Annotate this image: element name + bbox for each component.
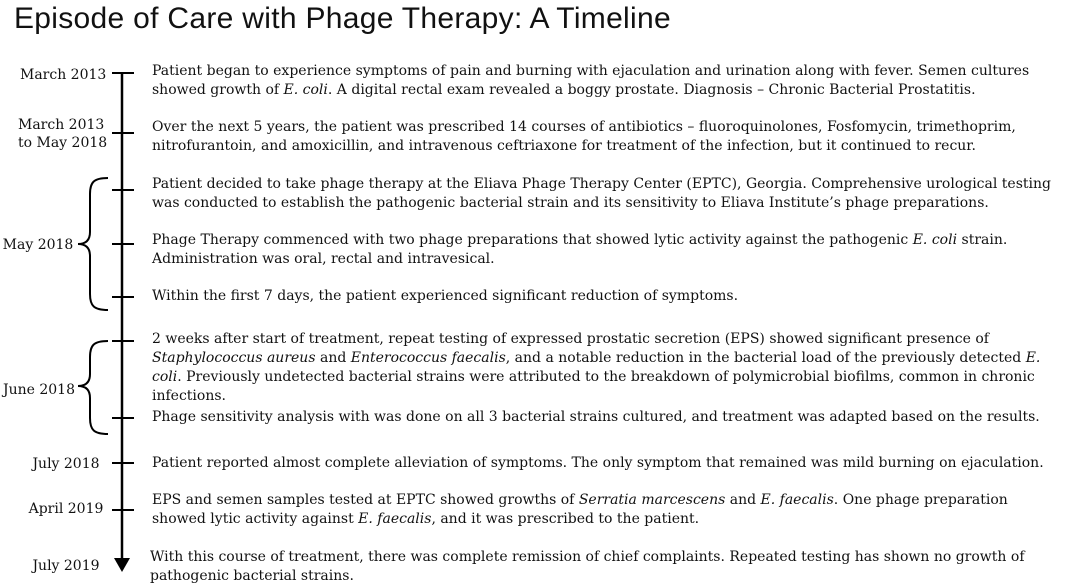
timeline-entry: Within the first 7 days, the patient experienced significant reduction of symptoms. (152, 288, 739, 304)
timeline-entry: Phage Therapy commenced with two phage preparations that showed lytic activity against the pathogenic E. coli strain. Administration was oral, rectal and intravesical. (152, 232, 1008, 267)
date-label: June 2018 (2, 382, 75, 398)
page-title: Episode of Care with Phage Therapy: A Timeline (14, 2, 671, 35)
may-2018-brace (78, 178, 108, 310)
june-2018-brace (78, 341, 108, 434)
date-label: March 2013 (20, 67, 107, 83)
date-label: March 2013 to May 2018 (18, 117, 108, 151)
timeline-entry: Phage sensitivity analysis with was done on all 3 bacterial strains cultured, and treatment was adapted based on the results. (152, 409, 1040, 425)
date-label: May 2018 (2, 237, 74, 253)
timeline-entry: Over the next 5 years, the patient was prescribed 14 courses of antibiotics – fluoroquinolones, Fosfomycin, trimethoprim, nitrofurantoin, and amoxicillin, and intravenous ceftriaxone for treatment of the infection, but it continued to recur. (152, 119, 1016, 154)
timeline-entry: 2 weeks after start of treatment, repeat testing of expressed prostatic secretion (EPS) showed significant presence of Staphylococcus aureus and Enterococcus faecalis, and a notable reduction in the bacterial load of the previously detected E. coli. Previously undetected bacterial strains were attributed to the breakdown of polymicrobial biofilms, common in chronic infections. (152, 331, 1041, 404)
date-label: April 2019 (28, 501, 104, 517)
timeline-entry: Patient decided to take phage therapy at the Eliava Phage Therapy Center (EPTC), Georgia. Comprehensive urological testing was conducted to establish the pathogenic bacterial strain and its sensitivity to Eliava Institute’s phage preparations. (152, 176, 1051, 211)
timeline-entry: EPS and semen samples tested at EPTC showed growths of Serratia marcescens and E. faecalis. One phage preparation showed lytic activity against E. faecalis, and it was prescribed to the patient. (152, 492, 1008, 527)
timeline-entry: Patient began to experience symptoms of pain and burning with ejaculation and urination along with fever. Semen cultures showed growth of E. coli. A digital rectal exam revealed a boggy prostate. Diagnosis – Chronic Bacterial Prostatitis. (152, 63, 1030, 98)
timeline-entry: Patient reported almost complete alleviation of symptoms. The only symptom that remained was mild burning on ejaculation. (152, 455, 1044, 471)
timeline-entry: With this course of treatment, there was complete remission of chief complaints. Repeated testing has shown no growth of pathogenic bacterial strains. (150, 549, 1025, 584)
date-label: July 2018 (32, 456, 100, 472)
date-label: July 2019 (32, 558, 100, 574)
timeline-arrowhead (114, 558, 130, 572)
